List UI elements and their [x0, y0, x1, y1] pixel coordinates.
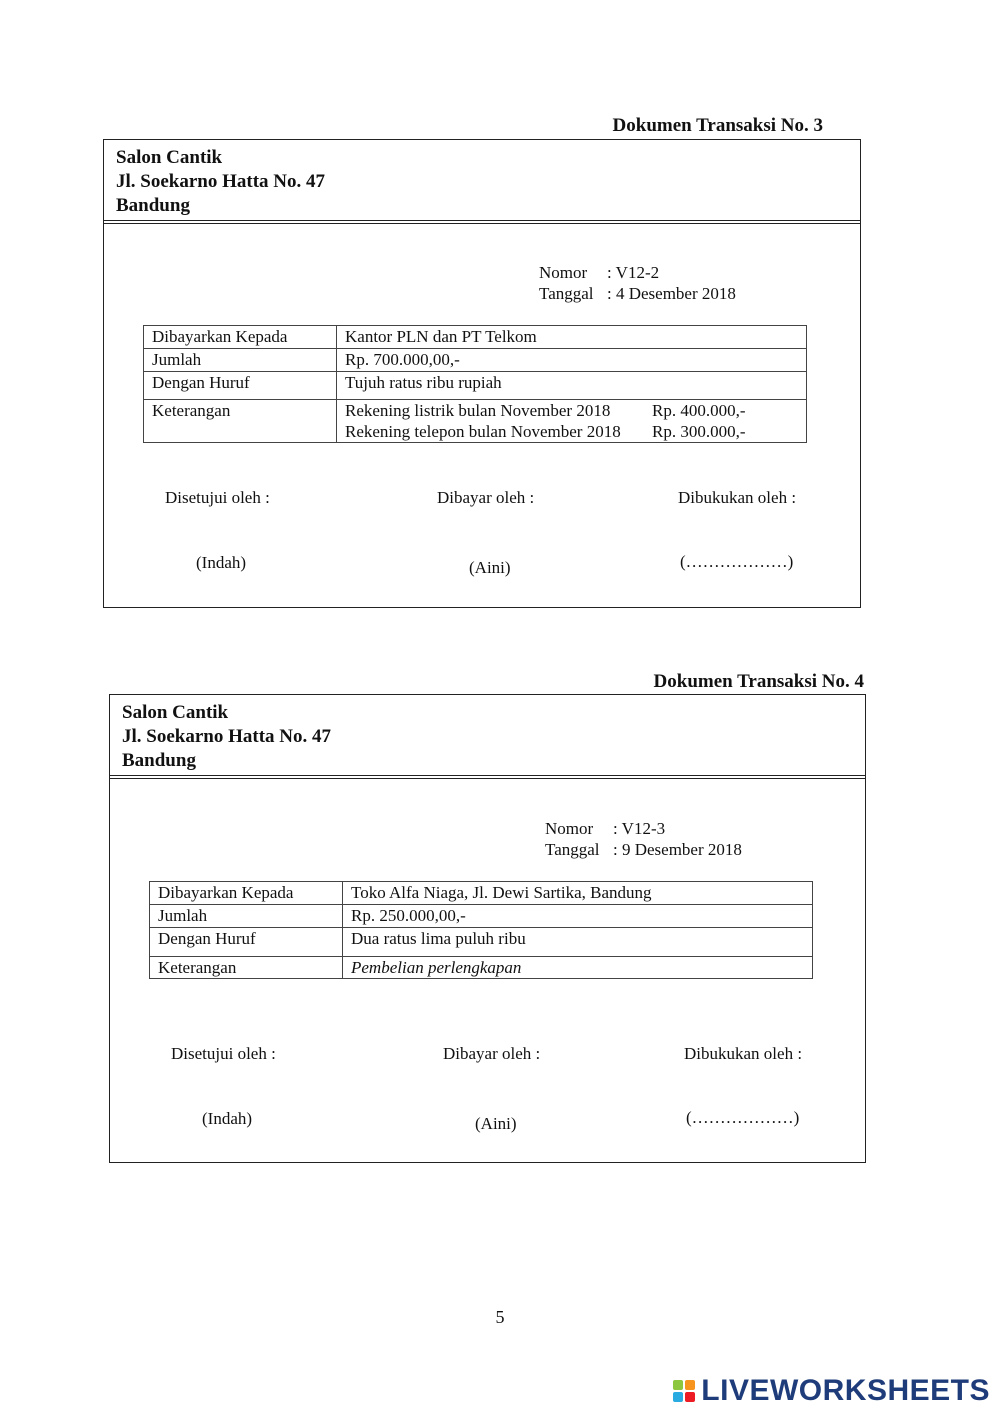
table-row	[150, 957, 813, 979]
dibayarkan-kepada-value: Toko Alfa Niaga, Jl. Dewi Sartika, Bandung	[343, 882, 813, 905]
keterangan-label: Keterangan	[144, 400, 337, 443]
tanggal-label: Tanggal	[545, 840, 600, 859]
disetujui-name: (Indah)	[202, 1109, 253, 1128]
company-header	[110, 695, 865, 779]
dibukukan-name: (………………)	[680, 552, 794, 571]
dengan-huruf-value: Tujuh ratus ribu rupiah	[337, 372, 807, 400]
nomor-label: Nomor	[545, 819, 594, 838]
dibayar-name: (Aini)	[475, 1114, 517, 1133]
payment-detail-table	[143, 325, 807, 443]
keterangan-value: Pembelian perlengkapan	[343, 957, 813, 979]
company-city: Bandung	[116, 195, 190, 216]
dibayarkan-kepada-label: Dibayarkan Kepada	[144, 326, 337, 349]
dibukukan-label: Dibukukan oleh :	[684, 1044, 803, 1063]
company-name: Salon Cantik	[122, 702, 229, 723]
document-label: Dokumen Transaksi No. 3	[612, 115, 823, 136]
transaction-document	[109, 694, 866, 1163]
voucher-meta	[545, 818, 742, 860]
company-header	[104, 140, 860, 224]
keterangan-label: Keterangan	[150, 957, 343, 979]
table-row	[150, 882, 813, 905]
dibayar-label: Dibayar oleh :	[443, 1044, 541, 1063]
tanggal-label: Tanggal	[539, 284, 594, 303]
dibayarkan-kepada-label: Dibayarkan Kepada	[150, 882, 343, 905]
jumlah-label: Jumlah	[144, 349, 337, 372]
keterangan-line	[345, 400, 798, 421]
table-row	[150, 928, 813, 957]
company-name: Salon Cantik	[116, 147, 223, 168]
logo-square	[673, 1380, 683, 1390]
nomor-label: Nomor	[539, 263, 588, 282]
dibayar-name: (Aini)	[469, 558, 511, 577]
keterangan-amount: Rp. 400.000,-	[652, 401, 746, 420]
company-address: Jl. Soekarno Hatta No. 47	[122, 726, 331, 747]
logo-square	[685, 1380, 695, 1390]
keterangan-desc: Rekening listrik bulan November 2018	[345, 401, 611, 420]
jumlah-value: Rp. 700.000,00,-	[337, 349, 807, 372]
nomor-value: : V12-3	[613, 819, 666, 838]
table-row	[144, 349, 807, 372]
dibukukan-label: Dibukukan oleh :	[678, 488, 797, 507]
table-row	[144, 326, 807, 349]
brand-text: LIVEWORKSHEETS	[701, 1374, 990, 1407]
jumlah-label: Jumlah	[150, 905, 343, 928]
table-row	[150, 905, 813, 928]
disetujui-label: Disetujui oleh :	[165, 488, 270, 507]
keterangan-line	[345, 421, 798, 442]
company-address: Jl. Soekarno Hatta No. 47	[116, 171, 325, 192]
dibayarkan-kepada-value: Kantor PLN dan PT Telkom	[337, 326, 807, 349]
dengan-huruf-label: Dengan Huruf	[150, 928, 343, 957]
dengan-huruf-value: Dua ratus lima puluh ribu	[343, 928, 813, 957]
table-row	[144, 400, 807, 443]
liveworksheets-logo-icon	[673, 1380, 695, 1402]
payment-detail-table	[149, 881, 813, 979]
dibayar-label: Dibayar oleh :	[437, 488, 535, 507]
keterangan-value	[337, 400, 807, 443]
company-city: Bandung	[122, 750, 196, 771]
disetujui-label: Disetujui oleh :	[171, 1044, 276, 1063]
logo-square	[685, 1392, 695, 1402]
table-row	[144, 372, 807, 400]
dengan-huruf-label: Dengan Huruf	[144, 372, 337, 400]
logo-square	[673, 1392, 683, 1402]
transaction-document	[103, 139, 861, 608]
jumlah-value: Rp. 250.000,00,-	[343, 905, 813, 928]
liveworksheets-brand[interactable]	[673, 1374, 990, 1408]
dibukukan-name: (………………)	[686, 1108, 800, 1127]
keterangan-desc: Rekening telepon bulan November 2018	[345, 422, 621, 441]
keterangan-amount: Rp. 300.000,-	[652, 422, 746, 441]
page-number: 5	[495, 1307, 505, 1327]
nomor-value: : V12-2	[607, 263, 660, 282]
document-label: Dokumen Transaksi No. 4	[653, 671, 864, 692]
tanggal-value: : 4 Desember 2018	[607, 284, 736, 303]
voucher-meta	[539, 262, 736, 304]
tanggal-value: : 9 Desember 2018	[613, 840, 742, 859]
disetujui-name: (Indah)	[196, 553, 247, 572]
